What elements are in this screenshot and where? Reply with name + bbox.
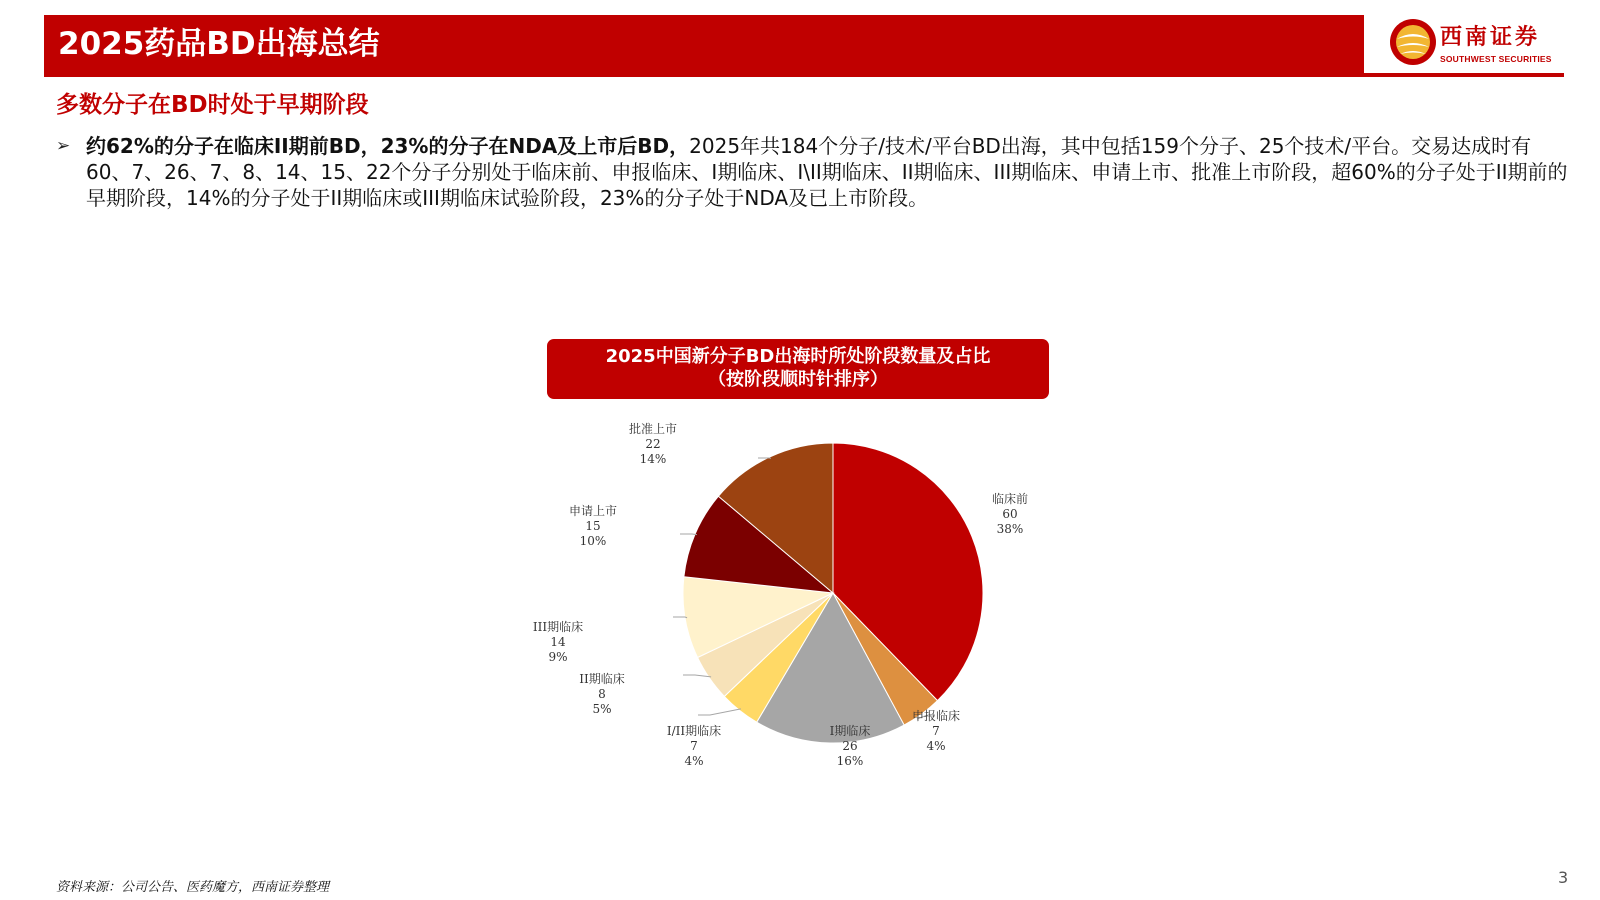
section-subtitle: 多数分子在BD时处于早期阶段 — [56, 92, 369, 118]
slice-label: I期临床 — [829, 724, 871, 738]
slice-percent: 10% — [579, 534, 607, 548]
slice-label: 批准上市 — [628, 422, 678, 436]
slice-value: 15 — [585, 519, 601, 533]
bullet-body-text: 2025年共184个分子/技术/平台BD出海，其中包括159个分子、25个技术/平台。交易达成时有60、7、26、7、8、14、15、22个分子分别处于临床前、申报临床、I期临床、I\II期临床、II期临床、III期临床、申请上市、批准上市阶段，超60%的分子处于II期前的早期阶段，14%的分子处于II期临床或III期临床试验阶段，23%的分子处于NDA及已上市阶段。 — [86, 134, 1568, 210]
slice-label: III期临床 — [532, 620, 584, 634]
slice-percent: 4% — [926, 739, 946, 753]
slice-label: 申请上市 — [568, 504, 618, 518]
slice-value: 14 — [550, 635, 566, 649]
slice-percent: 9% — [548, 650, 568, 664]
slice-percent: 38% — [996, 522, 1024, 536]
bullet-arrow-icon: ➢ — [56, 136, 71, 156]
slice-value: 60 — [1002, 507, 1018, 521]
leader-line — [698, 709, 741, 715]
leader-line — [680, 534, 697, 535]
slice-label: I/II期临床 — [666, 724, 722, 738]
slice-value: 7 — [932, 724, 940, 738]
slice-value: 7 — [690, 739, 698, 753]
leader-line — [683, 675, 711, 677]
slice-label: II期临床 — [579, 672, 625, 686]
slice-percent: 14% — [639, 452, 667, 466]
chart-title: 2025中国新分子BD出海时所处阶段数量及占比 — [605, 346, 991, 367]
chart-subtitle: （按阶段顺时针排序） — [708, 369, 888, 390]
slice-label: 申报临床 — [911, 709, 961, 723]
page-number: 3 — [1558, 868, 1569, 887]
slice-value: 26 — [842, 739, 858, 753]
slice-label: 临床前 — [991, 492, 1029, 506]
logo-en-text: SOUTHWEST SECURITIES — [1440, 54, 1552, 64]
slice-percent: 16% — [836, 754, 864, 768]
page-title: 2025药品BD出海总结 — [58, 26, 380, 62]
slice-value: 22 — [645, 437, 661, 451]
slice-percent: 5% — [592, 702, 612, 716]
logo-cn-text: 西南证券 — [1440, 24, 1541, 50]
slice-percent: 4% — [684, 754, 704, 768]
source-note: 资料来源：公司公告、医药魔方，西南证券整理 — [56, 880, 330, 895]
bullet-bold-text: 约62%的分子在临床II期前BD，23%的分子在NDA及上市后BD， — [86, 134, 690, 158]
slice-value: 8 — [598, 687, 606, 701]
